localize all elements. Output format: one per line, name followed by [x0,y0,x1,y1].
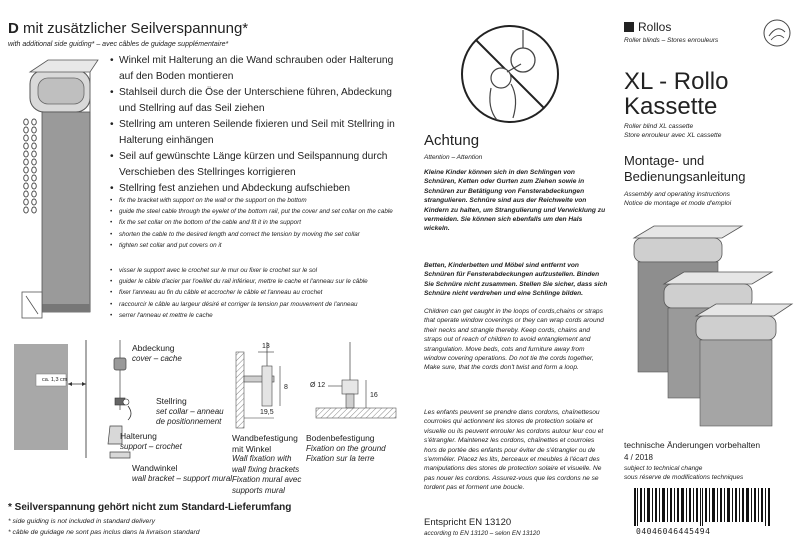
part-label-cover: Abdeckung cover – cache [132,343,182,363]
standard-compliance-sub: according to EN 13120 – selon EN 13120 [424,530,540,537]
manual-title-line1: Montage- und [624,153,705,168]
cassette-blinds-illustration [624,218,796,428]
instruction-item: • raccourcir le câble au largeur désiré et corriger la tension par mouvement de l'anneau [110,299,406,310]
warning-text-de-2: Betten, Kinderbetten und Möbel sind entfernt von Schnüren für Fensterabdeckungen aufzustellen. Binden Sie Schnüre nicht zusammen. Stellen Sie sicher, dass sich Schnüre nicht verdrehen und eine Schlinge bilden. [424,262,608,298]
technical-notice: technische Änderungen vorbehalten [624,440,761,450]
product-category-sub: Roller blinds – Stores enrouleurs [624,37,719,44]
instruction-item: • tighten set collar and put covers on it [110,240,406,251]
product-title-translations: Roller blind XL cassette Store enrouleur avec XL cassette [624,123,722,139]
barcode-number: 04046046445494 [636,527,711,536]
warning-text-en: Children can get caught in the loops of cords,chains or straps that operate window coverings or they can wrap cords around their necks and strangle thereby. Keep cords, chains and straps out of reach of children to avoid entanglement and strangulation. Move beds, cots and furniture away from window covering operations. Do not tie the cords together, Make sure, that the cords don't twist and form a loop. [424,308,604,372]
logo-icon [762,18,792,48]
instruction-item: • Stellring am unteren Seilende fixieren und Seil mit Stellring in Halterung einhängen [110,117,406,149]
product-title-line1: XL - Rollo [624,68,729,95]
part-label-support: Halterung support – crochet [120,431,182,451]
part-label-wall-bracket: Wandwinkel wall bracket – support mural [132,463,233,483]
instruction-item: • serrer l'anneau et mettre le cache [110,310,406,321]
manual-title-line2: Bedienungsanleitung [624,169,746,184]
child-safety-icon [455,20,565,128]
instruction-item: • fix the set collar on the bottom of the cable and fit it in the support [110,217,406,228]
warning-title: Achtung [424,132,480,149]
barcode-icon [634,488,772,526]
instructions-fr [110,265,406,321]
dimension-label: ca. 1,3 cm [42,377,68,383]
standard-compliance: Entspricht EN 13120 [424,517,512,528]
instruction-item: • fixer l'anneau au fin du câble et accrocher le câble et l'anneau au crochet [110,287,406,298]
floor-fixation-caption: Bodenbefestigung Fixation on the ground Fixation sur la terre [306,433,386,463]
wall-dim-bottom: 19,5 [260,409,274,416]
blind-side-illustration [8,52,108,342]
section-subtitle: with additional side guiding* – avec câbles de guidage supplémentaire* [8,41,229,48]
wall-dim-top: 13 [262,343,270,350]
product-category: Rollos [638,20,672,34]
footnote-en: * side guiding is not included in standard delivery [8,518,155,525]
manual-title-translations: Assembly and operating instructions Notice de montage et mode d'emploi [624,191,732,207]
instruction-item: • fix the bracket with support on the wall or the support on the bottom [110,195,406,206]
footnote-fr: * câble de guidage ne sont pas inclus dans la livraison standard [8,529,200,536]
instruction-item: • guide the steel cable through the eyelet of the bottom rail, put the cover and set collar on the cable [110,206,406,217]
wall-dim-side: 8 [284,384,288,391]
instruction-item: • Stellring fest anziehen und Abdeckung aufschieben [110,181,406,197]
technical-notice-translations: subject to technical change sous réserve de modifications techniques [624,465,744,481]
warning-text-fr: Les enfants peuvent se prendre dans cordons, chaînettesou courroies qui actionnent les stores de protection solaire et visuelle ou ils peuvent enrouler les cordons autour leur cou et s'étrangler. Maintenez les cordons, chaînettes et courroies hors de portée des enfants pour éviter de s'étrangler ou de s'emmêler. Placez les lits, berceaux et meubles à l'écart des manipulations des stores de protection solaire et visuelle. Ne pas nouer les cordons. Assurez-vous que les cordons ne se tordent pas et forment une boucle. [424,409,604,492]
instruction-item: • shorten the cable to the desired length and correct the tension by moving the set collar [110,229,406,240]
wall-fixation-caption: Wandbefestigung mit Winkel Wall fixation with wall fixing brackets Fixation mural avec supports mural [232,433,302,495]
part-label-set-collar: Stellring set collar – anneau de positionnement [156,396,224,426]
instructions-de [110,53,406,197]
footnote-main: * Seilverspannung gehört nicht zum Standard-Lieferumfang [8,502,292,513]
edition-date: 4 / 2018 [624,453,653,462]
product-title-line2: Kassette [624,93,718,120]
instruction-item: • Seil auf gewünschte Länge kürzen und Seilspannung durch Verschieben des Stellringes korrigieren [110,149,406,181]
warning-subtitle: Attention – Attention [424,154,483,161]
instructions-en [110,195,406,251]
warning-text-de: Kleine Kinder können sich in den Schlingen von Schnüren, Ketten oder Gurten zum Ziehen sowie in Schnüren zur Betätigung von Fensterabdeckungen strangulieren. Schnüre sind aus der Reichweite von Kindern zu halten, um Strangulierung und Verwicklung zu vermeiden. Sie können sich ebenfalls um den Hals wickeln. [424,169,606,233]
instruction-item: • guider le câble d'acier par l'oeillet du rail inférieur, mettre le cache et l'anneau sur le câble [110,276,406,287]
fabric-detail-illustration [8,340,96,460]
floor-dim-diameter: Ø 12 [310,382,326,389]
wall-fixation-drawing [232,342,302,432]
instruction-item: • visser le support avec le crochet sur le mur ou fixer le crochet sur le sol [110,265,406,276]
square-bullet-icon [624,22,634,32]
instruction-item: • Winkel mit Halterung an die Wand schrauben oder Halterung auf den Boden montieren [110,53,406,85]
instruction-item: • Stahlseil durch die Öse der Unterschiene führen, Abdeckung und Stellring auf das Seil ziehen [110,85,406,117]
section-title: D mit zusätzlicher Seilverspannung* [8,20,249,37]
floor-dim-height: 16 [370,392,378,399]
